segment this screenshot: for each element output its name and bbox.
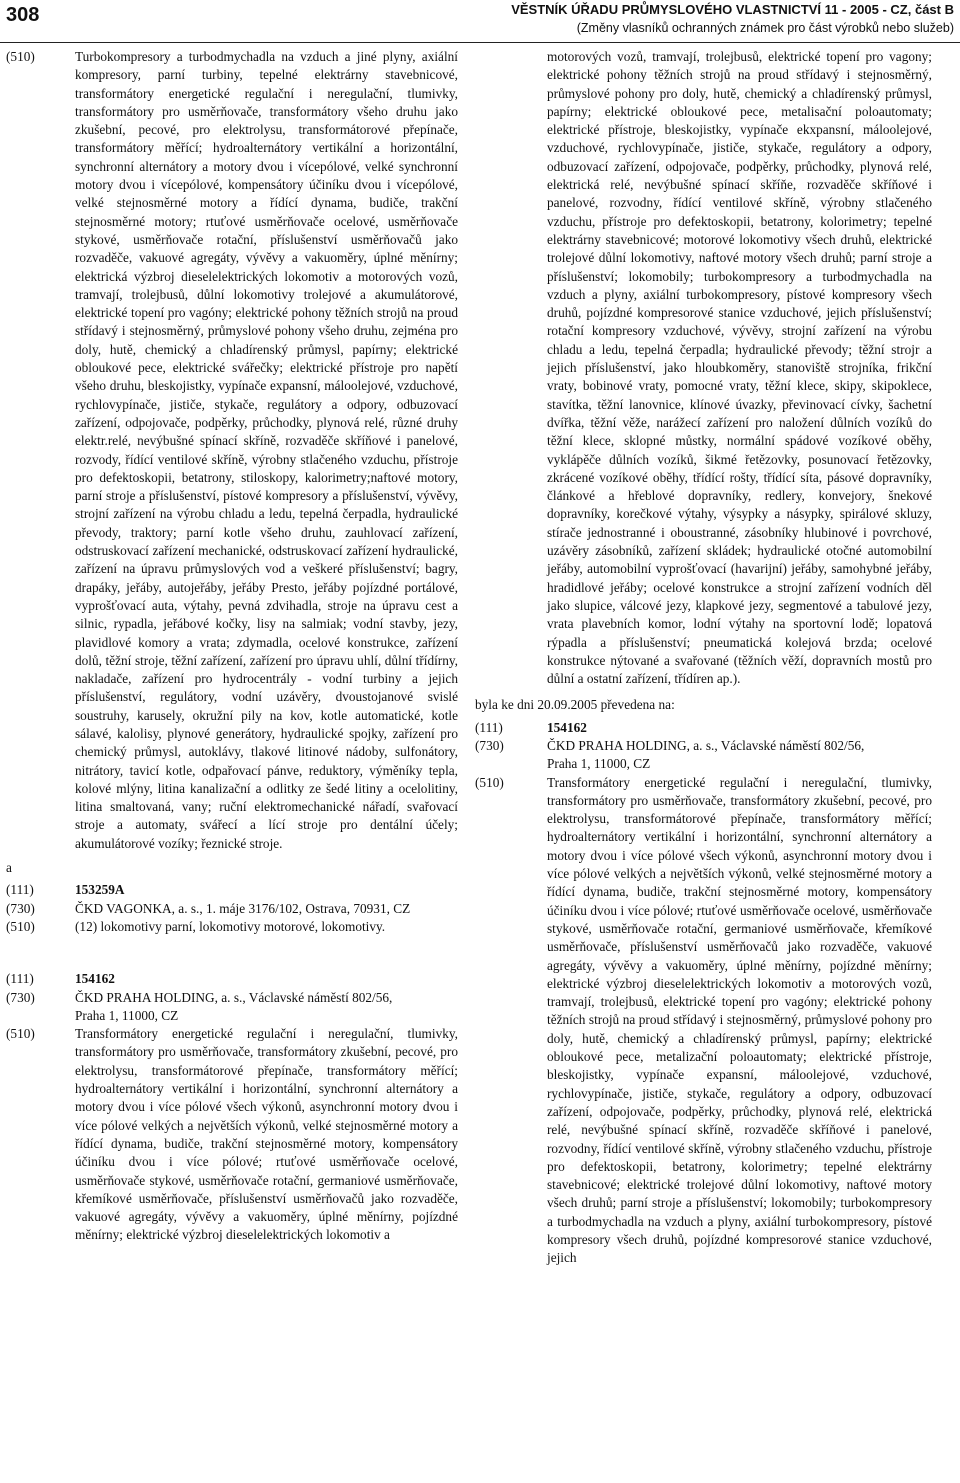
owner-field	[6, 900, 458, 918]
inid-code-111: (111)	[475, 719, 503, 735]
owner-field	[6, 989, 458, 1026]
journal-subtitle: (Změny vlasníků ochranných známek pro část výrobků nebo služeb)	[576, 21, 954, 35]
owner-name: ČKD VAGONKA, a. s., 1. máje 3176/102, Ostrava, 70931, CZ	[75, 900, 411, 916]
inid-code-111: (111)	[6, 882, 34, 898]
registration-number: 153259A	[75, 882, 125, 898]
goods-list: Transformátory energetické regulační i neregulační, tlumivky, transformátory pro usměrňovače, transformátory zkušební, pecové, pro elektrolysu, transformátorové přepínače, transformátory měřící; hydroalternátory vertikální i horizontální, synchronní alternátory a motory dvou i více pólové všech výkonů, asynchronní motory dvou i více pólové velkých a největších výkonů, velké stejnosměrné motory a řídící dynama, budiče, trakční stejnosměrné motory, kompensátory účiníku dvou i více pólové; rtuťové usměrňovače ocelové, usměrňovače stykové, usměrňovače rotační, germaniové usměrňovače, křemíkové usměrňovače, příslušenství usměrňovačů jako rozvaděče, vakuové agregáty, vývěvy a vakuoměry, úplné měnírny, pojízdné měnírny; elektrické výzbroj dieselelektrických lokomotiv a motorových vozů, tramvají, trolejbusů, elektrické topení pro vagóny; elektrické pohony těžních strojů na proud střídavý i stejnosměrný, průmyslové pohony pro doly, hutě, chemický a chladírenský průmysl, papírny; elektrické obloukové pece, metalizační poloautomaty; elektrické přístroje, bleskojistky, vypínače expansní, máloolejové, vzduchové, rychlovypínače, jističe, stykače, regulátory a odpory, odbuzovací zařízení, odpojovače, podpěrky, průchodky, plynová relé, elektrická relé, nevýbušné spínací skříně, rozvaděče skříňové i panelové, rozvodny, řídící ventilové skříně, výrobny stlačeného vzduchu, přístroje pro defektoskopii, betatrony, kolorimetry; tepelné elektrárny stavebnicové; elektrické trolejové důlní lokomotivy, naftové motory všech druhů; parní stroje a příslušenství; lokomobily; turbokompresory a turbodmychadla na vzduch a plyny, axiální turbokompresory, pístové kompresory všech druhů, pojízdné kompresorové stanice vzduchové, jejich	[547, 774, 932, 1266]
inid-code-730: (730)	[6, 900, 35, 916]
inid-code-730: (730)	[475, 737, 504, 753]
owner-city: Praha 1, 11000, CZ	[547, 756, 651, 772]
registration-number-field	[6, 970, 458, 988]
left-column	[6, 48, 458, 1245]
goods-continuation: motorových vozů, tramvají, trolejbusů, elektrické topení pro vagony; elektrické pohony těžních strojů na proud střídavý i stejnosměrný, průmyslové pohony pro doly, hutě, chemický a chladírenský průmysl, papírny; elektrické obloukové pece, metalisační poloautomaty; elektrické přístroje, bleskojistky, vypínače ekxpansní, máloolejové, vzduchové, rychlovypínače, jističe, stykače, regulátory a odpory, odbuzovací zařízení, odpojovače, podpěrky, průchodky, plynová relé, elektrická relé, nevýbušné spínací skříňe, rozvaděče skříňové i panelové, rozvodny, řídící ventilové skříně, výrobny stlačeného vzduchu, přístroje pro defektoskopii, betatrony, kolorimetry; tepelné elektrárny stavebnicové; motorové lokomotivy všech druhů, elektrické trolejové důlní lokomotivy, naftové motory všech druhů; parní stroje a příslušenství; lokomobily; turbokompresory a turbodmychadla na vzduch a plyny, axiální turbokompresory, pístové kompresory všech druhů, pojízdné kompresorové stanice vzduchové, jejich příslušenství; rotační kompresory vzduchové, vývěvy, strojní zařízení na výrobu chladu a ledu, tepelná čerpadla; hydraulické převody; těžní strojr a jejich příslušenství, jako hloubkoměry, stanoviště strojníka, frikční vraty, bobinové vraty, pomocné vraty, těžní klece, skipy, skipoklece, stavítka, těžní lanovnice, klínové úvazky, převinovací cívky, šachetní dvířka, těžní věže, narážecí zařízení pro naložení důlních vozíků do těžní klece, sklopné můstky, normální spádové vozíkové oběhy, vyklápěče důlních vozíků, šikmé řetězovky, posunovací řetězovky, zkrácené vozíkové oběhy, třídící rošty, třídící síta, pásové dopravníky, článkové a hřeblové dopravníky, redlery, konvejory, šnekové dopravníky, korečkové výtahy, výsypky a násypky, spirálové skluzy, stírače jednostranné i oboustranné, zásobníky hlubinové i povrchové, uzávěry zásobníků, zařízení skládek; hydraulické otočné automobilní jeřáby, automobilní vyprošťovací (havarijní) jeřáby, samohybné jeřáby, hradidlové jeřáby; ocelové konstrukce a strojní zařízení vodních děl jako slupice, válcové jezy, klapkové jezy, segmentové a tabulové jezy, vrata plavebních komor, lodní výtahy na sportovní lodě; lopatová rýpadla a příslušenství; pneumatická kolejová brzda; ocelové konstrukce nýtované a svařované (těžních věží, dopravních mostů pro důlní a ostatní zařízení, třídíren ap.).	[547, 49, 932, 687]
inid-code-730: (730)	[6, 989, 35, 1005]
goods-field	[6, 918, 458, 936]
owner-address	[75, 989, 458, 1026]
goods-list: Transformátory energetické regulační i neregulační, tlumivky, transformátory pro usměrňovače, transformátory zkušební, pecové, pro elektrolysu, transformátorové přepínače, transformátory měřící; hydroalternátory vertikální i horizontální, synchronní alternátory a motory dvou i více pólové všech výkonů, asynchronní motory dvou i více pólové velkých a největších výkonů, velké stejnosměrné motory a řídící dynama, budiče, trakční stejnosměrné motory, kompensátory účiníku dvou i více pólové; rtuťové usměrňovače ocelové, usměrňovače stykové, usměrňovače rotační, germaniové usměrňovače, křemíkové usměrňovače, příslušenství usměrňovačů jako rozvaděče, vakuové agregáty, vývěvy a vakuoměry, úplné měnírny, pojízdné měnírny; elektrické výzbroj dieselelektrických lokomotiv a	[75, 1026, 458, 1243]
inid-code-510: (510)	[6, 49, 35, 64]
owner-address	[547, 737, 932, 774]
section-mark: a	[6, 860, 12, 876]
owner-name: ČKD PRAHA HOLDING, a. s., Václavské náměstí 802/56,	[75, 989, 393, 1005]
registration-number-field	[475, 719, 932, 737]
goods-field	[475, 774, 932, 1268]
journal-title: VĚSTNÍK ÚŘADU PRŮMYSLOVÉHO VLASTNICTVÍ 11 - 2005 - CZ, část B	[511, 2, 954, 17]
registration-number-field	[6, 881, 458, 899]
registration-number: 154162	[547, 719, 587, 735]
owner-field	[475, 737, 932, 774]
owner-name: ČKD PRAHA HOLDING, a. s., Václavské náměstí 802/56,	[547, 737, 865, 753]
page-header	[0, 0, 960, 43]
transfer-note: byla ke dni 20.09.2005 převedena na:	[475, 697, 675, 713]
page-number: 308	[6, 4, 40, 26]
entry-goods-field	[6, 48, 458, 853]
inid-code-111: (111)	[6, 971, 34, 987]
owner-city: Praha 1, 11000, CZ	[75, 1007, 179, 1023]
goods-list: (12) lokomotivy parní, lokomotivy motorové, lokomotivy.	[75, 918, 386, 934]
registration-number: 154162	[75, 971, 115, 987]
right-column	[475, 48, 932, 1268]
inid-code-510: (510)	[475, 774, 504, 790]
inid-code-510: (510)	[6, 1026, 35, 1042]
goods-list: Turbokompresory a turbodmychadla na vzduch a jiné plyny, axiální kompresory, parní turbiny, tepelné elektrárny stavebnicové, transformátory energetické regulační i neregulační, tlumivky, transformátory pro usměrňovače, transformátory všeho druhu jako zkušební, pecové, pro elektrolysu, transformátorové přepínače, transformátory měřící; hydroalternátory vertikální a horizontální, synchronní alternátory a motory dvou i vícepólové, velké synchronní motory dvou i vícepólové, kompensátory účiníku dvou i vícepólové, velké stejnosměrné motory a řídící dynama, budiče, trakční stejnosměrné motory; rtuťové usměrňovače ocelové, usměrňovače stykové, usměrňovače rotační, příslušenství usměrňovačů jako rozvaděče, vakuové agregáty, vývěvy a vakuoměry, úplné měnírny; elektrická výzbroj dieselelektrických lokomotiv a motorových vozů, tramvají, trolejbusů, důlní lokomotivy trolejové a akumulátorové, elektrické topení pro vagóny; elektrické pohony těžních strojů na proud střídavý i stejnosměrný, průmyslové pohony všeho druhu, zejména pro doly, hutě, chemický a chladírenský průmysl, papírny; elektrické obloukové pece, elektrické svářečky; elektrické přístroje pro napětí všeho druhu, bleskojistky, vypínače expansní, máloolejové, vzduchové, rychlovypínače, jističe, stykače, regulátory a odpory, odbuzovací zařízení, odpojovače, podpěrky, průchodky, plynová relé, různé druhy elektr.relé, nevýbušné spínací skříně, rozvaděče skříňové i panelové, rozvody, řídící ventilové skříně, výrobny stlačeného vzduchu, přístroje pro defektoskopii, betatrony, stiloskopy, kalorimetry;naftové motory, parní stroje a příslušenství, pístové kompresory a příslušenství, vývěvy, strojní zařízení na výrobu chladu a ledu, tepelná čerpadla, hydraulické převody, traktory; parní kotle všeho druhu, zauhlovací zařízení, odstruskovací zařízení mechanické, odstruskovací zařízení hydraulické, zařízení na úpravu průmyslových vod a veškeré příslušenství; bagry, drapáky, jeřáby, autojeřáby, jeřáby Presto, jeřáby pojízdné portálové, vyprošťovací auta, výtahy, pevná zdvihadla, stroje na úpravu cest a silnic, rypadla, jeřábové kočky, lisy na salmiak; vodní stavby, jezy, plavidlové komory a vrata; zdymadla, ocelové konstrukce, zařízení dolů, těžní stroje, těžní zařízení, zařízení pro úpravu uhlí, důlní třídírny, nakladače, zařízení pro hydrocentrály - vodní turbiny a jejich příslušenství, regulátory, vodní uzávěry, dvoustojanové svislé soustruhy, karusely, okružní pily na kov, kotle automatické, kotle sálavé, kalolisy, plynové generátory, hydraulické spojky, zařízení pro chemický průmysl, autoklávy, tlakové litinové nádoby, sulfonátory, nitrátory, tavicí kotle, odpařovací pánve, reduktory, výměníky tepla, kolové mlýny, litina kanalizační a odlitky ze šedé litiny a ocelolitiny, litina smaltovaná, vany; ruční elektromechanické nářadí, svařovací stroje a automaty, svářecí a lící stroje pro dentální účely; akumulátorové vozíky; řeznické stroje.	[75, 49, 458, 851]
goods-field	[6, 1025, 458, 1245]
inid-code-510: (510)	[6, 918, 35, 934]
